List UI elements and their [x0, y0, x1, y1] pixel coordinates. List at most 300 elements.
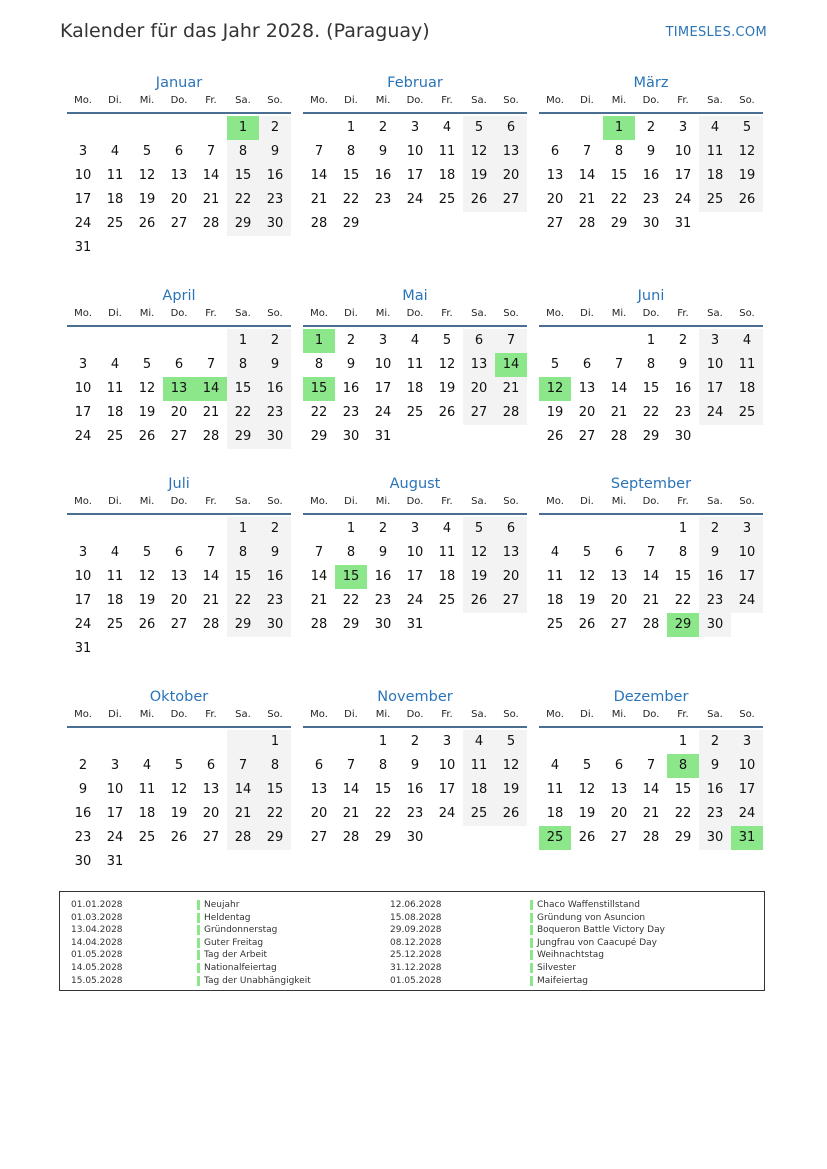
day-cell: 21	[642, 593, 660, 608]
weekday-label: Do.	[642, 95, 660, 106]
day-cell: 28	[495, 401, 527, 425]
day-cell: 19	[463, 164, 495, 188]
weekday-label: Do.	[406, 308, 424, 319]
day-cell: 23	[699, 589, 731, 613]
day-cell: 23	[374, 192, 392, 207]
day-cell: 1	[227, 517, 259, 541]
day-cell: 15	[227, 377, 259, 401]
day-cell: 16	[74, 806, 92, 821]
day-cell: 11	[731, 353, 763, 377]
weekday-label: So.	[267, 308, 283, 319]
day-cell: 28	[202, 216, 220, 231]
day-cell: 24	[74, 429, 92, 444]
empty-day-cell	[99, 730, 131, 754]
empty-day-cell	[463, 425, 495, 449]
holiday-date: 08.12.2028	[390, 937, 442, 948]
weekday-label: Sa.	[471, 95, 487, 106]
day-cell: 5	[174, 758, 184, 773]
day-cell: 6	[174, 545, 184, 560]
empty-day-cell	[195, 329, 227, 353]
day-cell: 12	[731, 140, 763, 164]
day-cell: 27	[170, 617, 188, 632]
day-cell: 13	[610, 782, 628, 797]
day-cell: 4	[442, 521, 452, 536]
week-row	[67, 730, 291, 754]
day-cell: 27	[310, 830, 328, 845]
day-cell: 29	[610, 216, 628, 231]
week-row	[67, 377, 291, 401]
month-1	[303, 72, 527, 236]
day-cell: 11	[406, 357, 424, 372]
holiday-names-column-right	[530, 899, 665, 987]
weekday-header	[539, 708, 763, 728]
day-cell: 25	[106, 429, 124, 444]
day-cell: 1	[346, 120, 356, 135]
day-cell: 16	[259, 565, 291, 589]
empty-day-cell	[67, 329, 99, 353]
month-name: April	[162, 288, 196, 304]
empty-day-cell	[303, 517, 335, 541]
day-cell: 12	[578, 569, 596, 584]
day-cell: 4	[699, 116, 731, 140]
day-cell: 21	[202, 593, 220, 608]
week-row	[539, 329, 763, 353]
weekday-label: Di.	[108, 496, 122, 507]
day-cell: 26	[578, 830, 596, 845]
day-cell: 15	[374, 782, 392, 797]
day-cell: 3	[378, 333, 388, 348]
holiday-date: 13.04.2028	[71, 925, 123, 936]
holiday-date: 14.04.2028	[71, 937, 123, 948]
day-cell: 26	[463, 188, 495, 212]
day-cell: 12	[578, 782, 596, 797]
weekday-header	[539, 307, 763, 327]
day-cell: 16	[642, 168, 660, 183]
weekday-label: Sa.	[471, 709, 487, 720]
day-cell: 2	[678, 333, 688, 348]
day-cell: 3	[699, 329, 731, 353]
weekday-label: So.	[739, 308, 755, 319]
day-cell: 1	[603, 116, 635, 140]
day-cell: 28	[310, 617, 328, 632]
day-cell: 5	[463, 517, 495, 541]
empty-day-cell	[635, 730, 667, 754]
empty-day-cell	[131, 517, 163, 541]
day-cell: 21	[578, 192, 596, 207]
day-cell: 7	[227, 754, 259, 778]
day-cell: 25	[539, 826, 571, 850]
weekday-label: Di.	[344, 496, 358, 507]
weekday-label: Sa.	[471, 496, 487, 507]
weekday-label: Fr.	[677, 95, 689, 106]
month-11	[539, 686, 763, 850]
day-cell: 3	[678, 120, 688, 135]
empty-day-cell	[163, 730, 195, 754]
holiday-date: 15.08.2028	[390, 912, 442, 923]
day-cell: 15	[674, 782, 692, 797]
weekday-header	[539, 495, 763, 515]
day-cell: 4	[550, 758, 560, 773]
day-cell: 22	[642, 405, 660, 420]
day-cell: 27	[495, 188, 527, 212]
holiday-name: Tag der Unabhängigkeit	[197, 975, 311, 988]
empty-day-cell	[571, 517, 603, 541]
week-row	[67, 589, 291, 613]
day-cell: 3	[78, 144, 88, 159]
week-row	[303, 778, 527, 802]
day-cell: 13	[463, 353, 495, 377]
week-row	[539, 517, 763, 541]
holiday-legend	[59, 891, 765, 991]
day-cell: 25	[731, 401, 763, 425]
week-row	[303, 425, 527, 449]
day-cell: 30	[699, 613, 731, 637]
day-cell: 30	[406, 830, 424, 845]
day-cell: 31	[731, 826, 763, 850]
empty-day-cell	[463, 613, 495, 637]
week-row	[539, 754, 763, 778]
day-cell: 28	[342, 830, 360, 845]
weekday-label: Mo.	[546, 95, 564, 106]
day-cell: 17	[374, 381, 392, 396]
weekday-label: Fr.	[441, 95, 453, 106]
holiday-dates-column-left	[71, 899, 123, 987]
empty-day-cell	[399, 425, 431, 449]
empty-day-cell	[431, 212, 463, 236]
empty-day-cell	[99, 637, 131, 661]
empty-day-cell	[571, 329, 603, 353]
day-cell: 8	[646, 357, 656, 372]
day-cell: 23	[259, 188, 291, 212]
weekday-label: Mo.	[546, 496, 564, 507]
month-name: Juni	[637, 288, 665, 304]
week-row	[539, 425, 763, 449]
day-cell: 17	[438, 782, 456, 797]
day-cell: 21	[342, 806, 360, 821]
day-cell: 1	[646, 333, 656, 348]
day-cell: 3	[731, 517, 763, 541]
day-cell: 14	[578, 168, 596, 183]
day-cell: 24	[731, 802, 763, 826]
day-cell: 29	[374, 830, 392, 845]
weekday-label: Di.	[344, 308, 358, 319]
empty-day-cell	[163, 517, 195, 541]
day-cell: 12	[495, 754, 527, 778]
weekday-label: Mo.	[74, 496, 92, 507]
day-cell: 22	[310, 405, 328, 420]
day-cell: 14	[195, 377, 227, 401]
day-cell: 24	[74, 216, 92, 231]
day-cell: 22	[227, 188, 259, 212]
weekday-label: Fr.	[677, 308, 689, 319]
week-row	[67, 826, 291, 850]
day-cell: 12	[463, 140, 495, 164]
day-cell: 11	[546, 569, 564, 584]
day-cell: 29	[227, 212, 259, 236]
day-cell: 20	[310, 806, 328, 821]
empty-day-cell	[131, 850, 163, 874]
day-cell: 17	[406, 569, 424, 584]
weekday-label: Mo.	[310, 308, 328, 319]
weekday-label: Do.	[642, 709, 660, 720]
day-cell: 18	[138, 806, 156, 821]
day-cell: 22	[342, 593, 360, 608]
day-cell: 5	[142, 144, 152, 159]
day-cell: 23	[342, 405, 360, 420]
empty-day-cell	[571, 730, 603, 754]
day-cell: 10	[74, 569, 92, 584]
day-cell: 24	[731, 589, 763, 613]
day-cell: 28	[642, 830, 660, 845]
week-row	[67, 754, 291, 778]
day-cell: 29	[227, 613, 259, 637]
holiday-date: 01.05.2028	[71, 950, 123, 961]
day-cell: 6	[582, 357, 592, 372]
day-cell: 8	[614, 144, 624, 159]
day-cell: 27	[578, 429, 596, 444]
month-9	[67, 686, 291, 874]
empty-day-cell	[539, 329, 571, 353]
empty-day-cell	[495, 212, 527, 236]
day-cell: 20	[495, 565, 527, 589]
day-cell: 23	[699, 802, 731, 826]
weekday-label: Mi.	[611, 496, 627, 507]
day-cell: 13	[610, 569, 628, 584]
day-cell: 16	[699, 778, 731, 802]
weekday-label: Mi.	[375, 709, 391, 720]
month-8	[539, 473, 763, 637]
day-cell: 24	[406, 593, 424, 608]
weekday-label: Do.	[406, 95, 424, 106]
week-row	[67, 802, 291, 826]
day-cell: 8	[227, 541, 259, 565]
week-row	[303, 565, 527, 589]
day-cell: 10	[374, 357, 392, 372]
weekday-label: Sa.	[235, 496, 251, 507]
day-cell: 1	[678, 521, 688, 536]
month-name: März	[633, 75, 669, 91]
day-cell: 18	[731, 377, 763, 401]
day-cell: 15	[342, 168, 360, 183]
week-row	[539, 565, 763, 589]
day-cell: 14	[310, 569, 328, 584]
day-cell: 11	[463, 754, 495, 778]
weekday-header	[67, 307, 291, 327]
day-cell: 16	[406, 782, 424, 797]
day-cell: 17	[731, 565, 763, 589]
day-cell: 10	[731, 754, 763, 778]
day-cell: 6	[463, 329, 495, 353]
day-cell: 5	[731, 116, 763, 140]
holiday-names-column-left	[197, 899, 311, 987]
week-row	[303, 116, 527, 140]
day-cell: 8	[227, 140, 259, 164]
weekday-label: So.	[503, 709, 519, 720]
holiday-name: Nationalfeiertag	[197, 962, 311, 975]
week-row	[67, 541, 291, 565]
day-cell: 16	[699, 565, 731, 589]
empty-day-cell	[67, 517, 99, 541]
day-cell: 26	[170, 830, 188, 845]
day-cell: 12	[138, 569, 156, 584]
empty-day-cell	[431, 826, 463, 850]
day-cell: 11	[438, 144, 456, 159]
holiday-name: Tag der Arbeit	[197, 949, 311, 962]
day-cell: 17	[406, 168, 424, 183]
weekday-label: Do.	[170, 95, 188, 106]
day-cell: 15	[227, 565, 259, 589]
day-cell: 16	[259, 377, 291, 401]
weekday-label: Sa.	[471, 308, 487, 319]
day-cell: 10	[74, 381, 92, 396]
holiday-name: Chaco Waffenstillstand	[530, 899, 665, 912]
day-cell: 10	[406, 545, 424, 560]
week-row	[539, 353, 763, 377]
day-cell: 25	[106, 617, 124, 632]
day-cell: 15	[610, 168, 628, 183]
day-cell: 22	[227, 589, 259, 613]
day-cell: 9	[378, 545, 388, 560]
week-row	[67, 212, 291, 236]
day-cell: 14	[342, 782, 360, 797]
day-cell: 26	[138, 429, 156, 444]
weekday-label: Mo.	[74, 95, 92, 106]
day-cell: 9	[699, 754, 731, 778]
day-cell: 19	[170, 806, 188, 821]
day-cell: 19	[138, 192, 156, 207]
day-cell: 13	[495, 541, 527, 565]
day-cell: 9	[378, 144, 388, 159]
day-cell: 12	[438, 357, 456, 372]
day-cell: 7	[646, 545, 656, 560]
day-cell: 22	[259, 802, 291, 826]
day-cell: 17	[74, 405, 92, 420]
month-name: Februar	[387, 75, 443, 91]
weekday-label: Do.	[406, 709, 424, 720]
week-row	[539, 140, 763, 164]
day-cell: 20	[463, 377, 495, 401]
weekday-label: Di.	[108, 308, 122, 319]
day-cell: 14	[642, 782, 660, 797]
month-0	[67, 72, 291, 260]
day-cell: 13	[170, 168, 188, 183]
week-row	[539, 541, 763, 565]
day-cell: 13	[578, 381, 596, 396]
day-cell: 24	[374, 405, 392, 420]
day-cell: 11	[699, 140, 731, 164]
day-cell: 11	[106, 168, 124, 183]
month-name: Januar	[155, 75, 203, 91]
day-cell: 23	[259, 401, 291, 425]
day-cell: 26	[578, 617, 596, 632]
day-cell: 5	[142, 357, 152, 372]
day-cell: 2	[259, 116, 291, 140]
week-row	[539, 164, 763, 188]
day-cell: 2	[78, 758, 88, 773]
empty-day-cell	[603, 517, 635, 541]
day-cell: 4	[731, 329, 763, 353]
week-row	[67, 565, 291, 589]
day-cell: 12	[539, 377, 571, 401]
empty-day-cell	[539, 517, 571, 541]
day-cell: 22	[374, 806, 392, 821]
weekday-header	[539, 94, 763, 114]
weekday-label: Do.	[170, 496, 188, 507]
day-cell: 31	[406, 617, 424, 632]
day-cell: 24	[674, 192, 692, 207]
day-cell: 28	[610, 429, 628, 444]
day-cell: 7	[314, 144, 324, 159]
empty-day-cell	[67, 730, 99, 754]
day-cell: 20	[610, 806, 628, 821]
weekday-label: Mi.	[611, 308, 627, 319]
day-cell: 4	[410, 333, 420, 348]
empty-day-cell	[495, 826, 527, 850]
day-cell: 31	[374, 429, 392, 444]
day-cell: 2	[410, 734, 420, 749]
day-cell: 19	[138, 593, 156, 608]
week-row	[539, 778, 763, 802]
day-cell: 24	[406, 192, 424, 207]
day-cell: 30	[642, 216, 660, 231]
week-row	[539, 116, 763, 140]
page-title: Kalender für das Jahr 2028. (Paraguay)	[60, 20, 430, 42]
weekday-label: Mi.	[139, 95, 155, 106]
month-6	[67, 473, 291, 661]
day-cell: 10	[406, 144, 424, 159]
week-row	[303, 140, 527, 164]
day-cell: 9	[646, 144, 656, 159]
weekday-label: So.	[503, 496, 519, 507]
day-cell: 19	[495, 778, 527, 802]
holiday-date: 01.03.2028	[71, 912, 123, 923]
day-cell: 30	[699, 826, 731, 850]
day-cell: 12	[138, 381, 156, 396]
brand-logo-link[interactable]: TIMESLES.COM	[665, 25, 767, 40]
weekday-header	[303, 94, 527, 114]
weekday-label: Sa.	[707, 308, 723, 319]
week-row	[67, 637, 291, 661]
weekday-label: Mi.	[375, 496, 391, 507]
day-cell: 24	[74, 617, 92, 632]
day-cell: 24	[438, 806, 456, 821]
holiday-name: Gründung von Asuncion	[530, 912, 665, 925]
week-row	[539, 401, 763, 425]
day-cell: 7	[314, 545, 324, 560]
weekday-label: Di.	[344, 709, 358, 720]
weekday-label: Fr.	[205, 709, 217, 720]
day-cell: 5	[582, 758, 592, 773]
week-row	[303, 613, 527, 637]
day-cell: 11	[138, 782, 156, 797]
day-cell: 28	[227, 826, 259, 850]
day-cell: 27	[170, 216, 188, 231]
week-row	[539, 377, 763, 401]
day-cell: 5	[495, 730, 527, 754]
week-row	[539, 730, 763, 754]
day-cell: 8	[678, 545, 688, 560]
month-name: August	[389, 476, 441, 492]
day-cell: 9	[259, 353, 291, 377]
day-cell: 20	[170, 192, 188, 207]
day-cell: 5	[142, 545, 152, 560]
day-cell: 29	[674, 830, 692, 845]
day-cell: 17	[74, 593, 92, 608]
day-cell: 14	[310, 168, 328, 183]
empty-day-cell	[227, 637, 259, 661]
day-cell: 22	[227, 401, 259, 425]
day-cell: 1	[303, 329, 335, 353]
